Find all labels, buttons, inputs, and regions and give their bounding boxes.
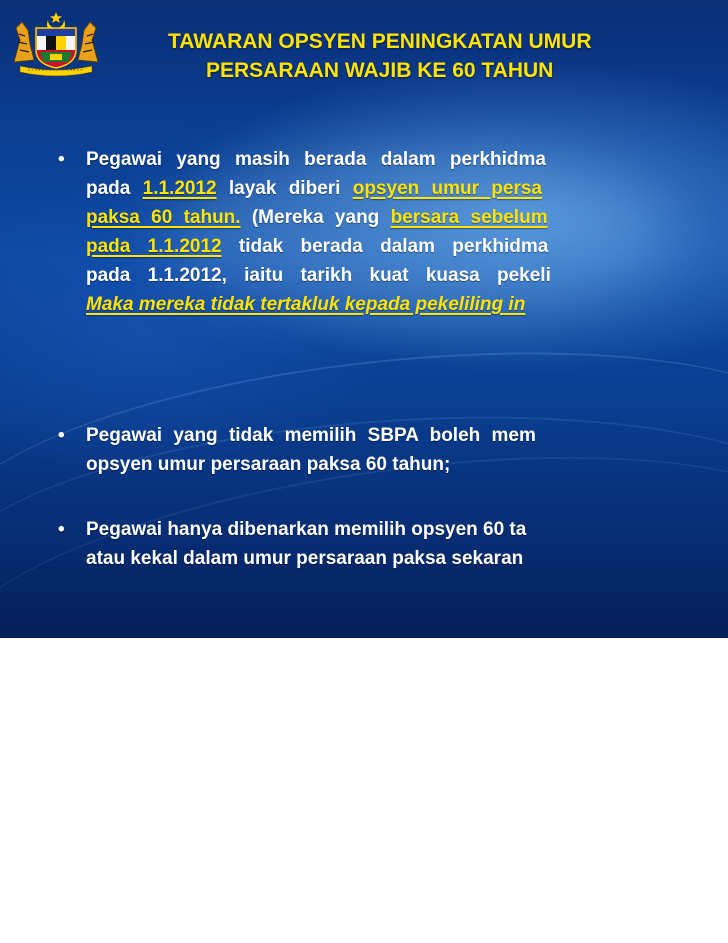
bullet-marker: •: [58, 149, 65, 170]
highlight-option: paksa 60 tahun.: [86, 207, 241, 228]
text-run: layak diberi: [216, 178, 353, 199]
highlight-date: pada 1.1.2012: [86, 236, 222, 257]
title-line-2: PERSARAAN WAJIB KE 60 TAHUN: [206, 59, 554, 82]
bullet-line: [60, 174, 728, 203]
text-run: pada: [86, 178, 143, 199]
bullet-line-emphasis: Maka mereka tidak tertakluk kepada pekeliling in: [86, 294, 526, 315]
text-run: (Mereka yang: [240, 207, 391, 228]
highlight-date: 1.1.2012: [142, 178, 217, 199]
bullet-marker: •: [58, 425, 65, 446]
bullet-line: pada 1.1.2012, iaitu tarikh kuat kuasa pekeli: [86, 265, 551, 286]
bullet-line: atau kekal dalam umur persaraan paksa sekaran: [86, 548, 524, 569]
bullet-line: [60, 203, 728, 232]
bullet-line: [60, 232, 728, 261]
bullet-item: [60, 515, 728, 573]
text-run: tidak berada dalam perkhidma: [221, 236, 549, 257]
bullet-line: Pegawai yang masih berada dalam perkhidma: [86, 149, 546, 170]
coat-of-arms-logo: [10, 10, 102, 76]
highlight-retired: bersara sebelum: [390, 207, 548, 228]
bullet-item: [60, 421, 728, 479]
bullet-line: Pegawai yang tidak memilih SBPA boleh mem: [86, 425, 536, 446]
slide-title: [120, 27, 728, 85]
bullet-line: Pegawai hanya dibenarkan memilih opsyen 60 ta: [86, 519, 527, 540]
title-line-1: TAWARAN OPSYEN PENINGKATAN UMUR: [168, 30, 592, 53]
highlight-option: opsyen umur persa: [352, 178, 542, 199]
bullet-line: opsyen umur persaraan paksa 60 tahun;: [86, 454, 451, 475]
bullet-marker: •: [58, 519, 65, 540]
bullet-item: [60, 145, 728, 319]
